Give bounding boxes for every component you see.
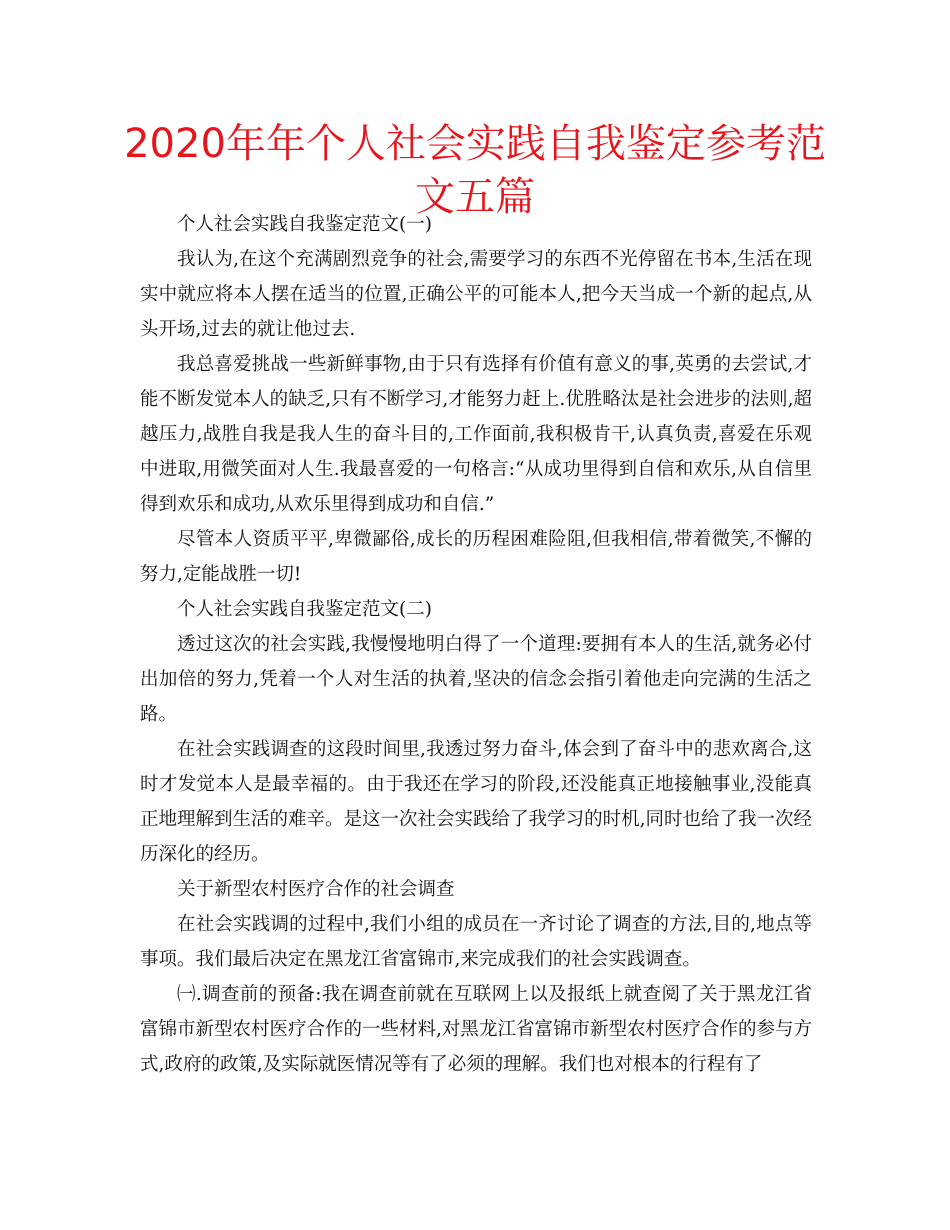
paragraph: 透过这次的社会实践,我慢慢地明白得了一个道理:要拥有本人的生活,就务必付出加倍的努力,凭着一个人对生活的执着,坚决的信念会指引着他走向完满的生活之路。 bbox=[140, 634, 812, 725]
paragraph: 我总喜爱挑战一些新鲜事物,由于只有选择有价值有意义的事,英勇的去尝试,才能不断发觉本人的缺乏,只有不断学习,才能努力赶上.优胜略汰是社会进步的法则,超越压力,战胜自我是我人生的奋斗目的,工作面前,我积极肯干,认真负责,喜爱在乐观中进取,用微笑面对人生.我最喜爱的一句格言:“从成功里得到自信和欢乐,从自信里得到欢乐和成功,从欢乐里得到成功和自信.” bbox=[140, 354, 812, 515]
paragraph: 尽管本人资质平平,卑微鄙俗,成长的历程困难险阻,但我相信,带着微笑,不懈的努力,定能战胜一切! bbox=[140, 529, 812, 585]
paragraph: ㈠.调查前的预备:我在调查前就在互联网上以及报纸上就查阅了关于黑龙江省富锦市新型农村医疗合作的一些材料,对黑龙江省富锦市新型农村医疗合作的参与方式,政府的政策,及实际就医情况等有了必须的理解。我们也对根本的行程有了 bbox=[140, 984, 812, 1075]
paragraph-heading-survey: 关于新型农村医疗合作的社会调查 bbox=[177, 879, 455, 900]
paragraph: 在社会实践调的过程中,我们小组的成员在一齐讨论了调查的方法,目的,地点等事项。我们最后决定在黑龙江省富锦市,来完成我们的社会实践调查。 bbox=[140, 914, 812, 970]
paragraph-heading-2: 个人社会实践自我鉴定范文(二) bbox=[177, 599, 432, 620]
document-title: 2020年年个人社会实践自我鉴定参考范文五篇 bbox=[124, 121, 826, 220]
document-body bbox=[140, 207, 812, 1082]
paragraph: 在社会实践调查的这段时间里,我透过努力奋斗,体会到了奋斗中的悲欢离合,这时才发觉本人是最幸福的。由于我还在学习的阶段,还没能真正地接触事业,没能真正地理解到生活的难辛。是这一次社会实践给了我学习的时机,同时也给了我一次经历深化的经历。 bbox=[140, 739, 812, 865]
paragraph-heading-1: 个人社会实践自我鉴定范文(一) bbox=[177, 214, 432, 235]
paragraph: 我认为,在这个充满剧烈竞争的社会,需要学习的东西不光停留在书本,生活在现实中就应将本人摆在适当的位置,正确公平的可能本人,把今天当成一个新的起点,从头开场,过去的就让他过去. bbox=[140, 249, 812, 340]
